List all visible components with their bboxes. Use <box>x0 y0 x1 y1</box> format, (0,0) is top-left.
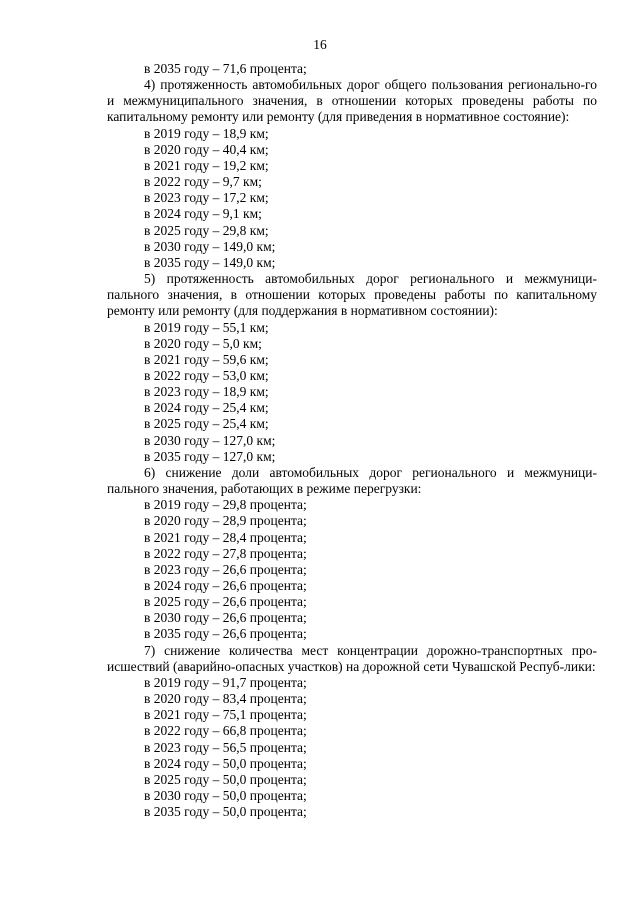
list-item: в 2030 году – 50,0 процента; <box>144 788 307 804</box>
list-item: в 2025 году – 26,6 процента; <box>144 594 307 610</box>
list-item: в 2030 году – 26,6 процента; <box>144 610 307 626</box>
paragraph: 7) снижение количества мест концентрации дорожно-транспортных про-исшествий (аварийно-опасных участков) на дорожной сети Чувашской Респуб-лики: <box>107 642 597 674</box>
list-item: в 2035 году – 50,0 процента; <box>144 804 307 820</box>
list-item: в 2022 году – 53,0 км; <box>144 367 269 383</box>
list-item: в 2019 году – 18,9 км; <box>144 125 269 141</box>
paragraph: 4) протяженность автомобильных дорог общего пользования регионально-го и межмуниципального значения, в отношении которых проведены работы по капитальному ремонту или ремонту (для приведения в нормативное состояние): <box>107 77 597 125</box>
list-item: в 2024 году – 50,0 процента; <box>144 755 307 771</box>
list-item: в 2035 году – 71,6 процента; <box>144 61 307 76</box>
list-item: в 2020 году – 83,4 процента; <box>144 691 307 707</box>
list-item: в 2022 году – 66,8 процента; <box>144 723 307 739</box>
list-item: в 2035 году – 149,0 км; <box>144 254 276 270</box>
list-item: в 2023 году – 17,2 км; <box>144 190 269 206</box>
list-item: в 2023 году – 56,5 процента; <box>144 739 307 755</box>
list-item: в 2022 году – 9,7 км; <box>144 174 262 190</box>
list-item: в 2025 году – 25,4 км; <box>144 416 269 432</box>
list-item: в 2024 году – 25,4 км; <box>144 400 269 416</box>
list-item: в 2019 году – 55,1 км; <box>144 319 269 335</box>
list-item: в 2030 году – 149,0 км; <box>144 238 276 254</box>
list-item: в 2035 году – 26,6 процента; <box>144 626 307 642</box>
list-item: в 2025 году – 50,0 процента; <box>144 771 307 787</box>
list-item: в 2019 году – 29,8 процента; <box>144 497 307 513</box>
list-item: в 2035 году – 127,0 км; <box>144 448 276 464</box>
list-item: в 2023 году – 18,9 км; <box>144 384 269 400</box>
list-item: в 2021 году – 28,4 процента; <box>144 529 307 545</box>
list-item: в 2020 году – 5,0 км; <box>144 335 262 351</box>
list-item: в 2024 году – 9,1 км; <box>144 206 262 222</box>
page-number: 16 <box>313 37 327 52</box>
list-item: в 2020 году – 40,4 км; <box>144 141 269 157</box>
document-body <box>107 61 597 820</box>
paragraph: 6) снижение доли автомобильных дорог регионального и межмуници-пального значения, работающих в режиме перегрузки: <box>107 464 597 497</box>
list-item: в 2019 году – 91,7 процента; <box>144 674 307 690</box>
list-item: в 2021 году – 59,6 км; <box>144 351 269 367</box>
list-item: в 2021 году – 19,2 км; <box>144 157 269 173</box>
paragraph: 5) протяженность автомобильных дорог регионального и межмуници-пального значения, в отношении которых проведены работы по капитальному ремонту или ремонту (для поддержания в нормативном состоянии): <box>107 271 597 319</box>
list-item: в 2025 году – 29,8 км; <box>144 222 269 238</box>
list-item: в 2023 году – 26,6 процента; <box>144 561 307 577</box>
list-item: в 2030 году – 127,0 км; <box>144 432 276 448</box>
list-item: в 2020 году – 28,9 процента; <box>144 513 307 529</box>
list-item: в 2024 году – 26,6 процента; <box>144 578 307 593</box>
list-item: в 2022 году – 27,8 процента; <box>144 545 307 561</box>
list-item: в 2021 году – 75,1 процента; <box>144 707 307 723</box>
